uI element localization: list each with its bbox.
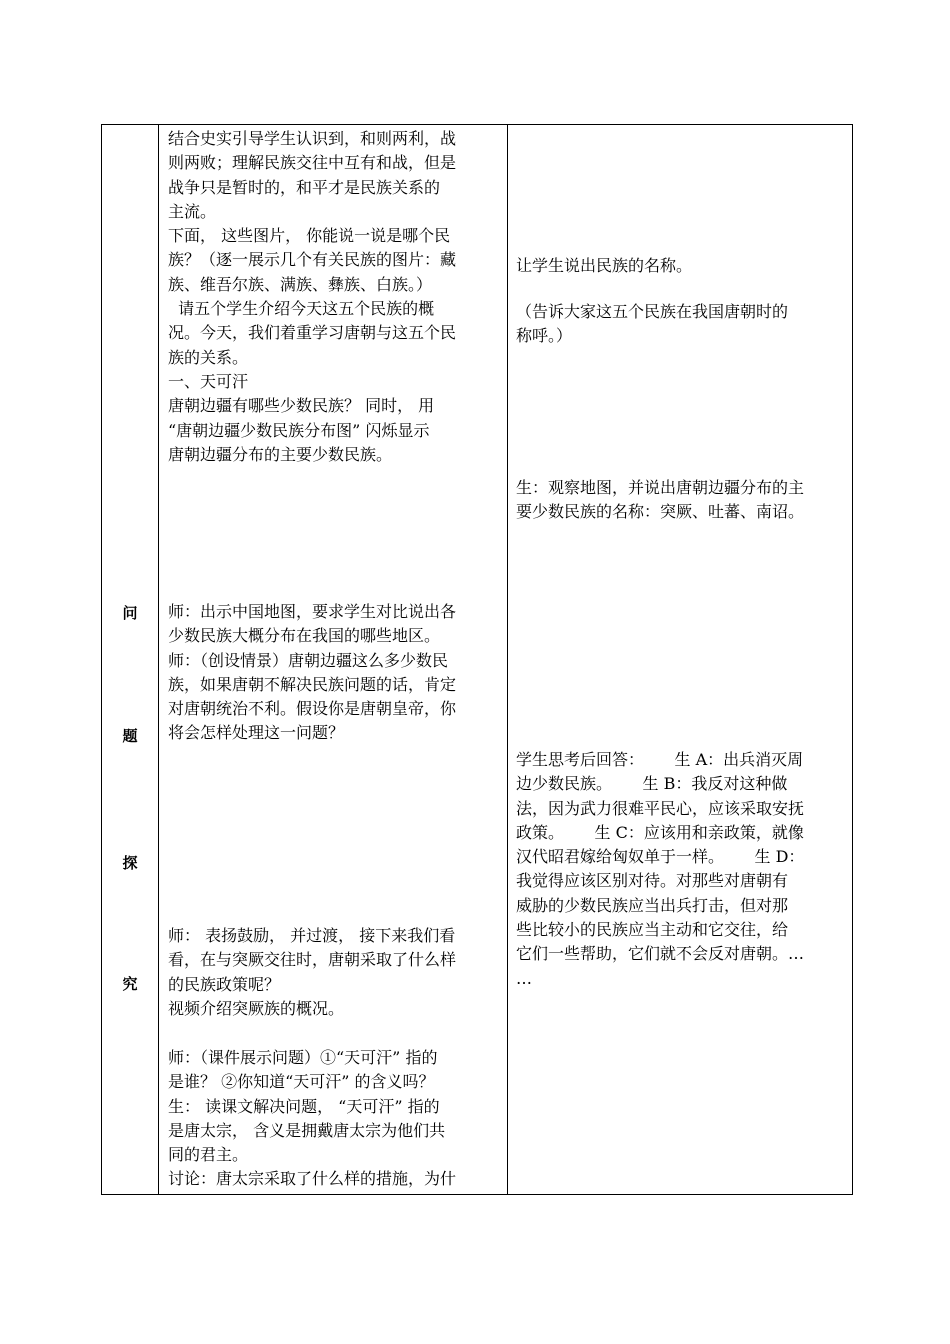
text-line: 生： 读课文解决问题， “天可汗” 指的 bbox=[168, 1096, 440, 1116]
text-line: 族，如果唐朝不解决民族问题的话，肯定 bbox=[168, 674, 457, 694]
text-line: 师：（课件展示问题）①“天可汗” 指的 bbox=[168, 1048, 438, 1067]
text-line: “唐朝边疆少数民族分布图” 闪烁显示 bbox=[168, 420, 430, 440]
teacher-activity-block-1 bbox=[168, 127, 502, 467]
column-divider bbox=[507, 125, 508, 1194]
text-line: （告诉大家这五个民族在我国唐朝时的 bbox=[516, 302, 789, 321]
text-line: 生：观察地图，并说出唐朝边疆分布的主 bbox=[516, 478, 805, 497]
lesson-table bbox=[101, 124, 853, 1195]
teacher-activity-block-4 bbox=[168, 1046, 502, 1192]
text-line: 边少数民族。 生 B：我反对这种做 bbox=[516, 774, 788, 794]
text-line: 则两败；理解民族交往中互有和战，但是 bbox=[168, 153, 457, 173]
text-line: 是唐太宗， 含义是拥戴唐太宗为他们共 bbox=[168, 1120, 446, 1140]
text-line: 下面， 这些图片， 你能说一说是哪个民 bbox=[168, 226, 451, 246]
text-line: 我觉得应该区别对待。对那些对唐朝有 bbox=[516, 871, 789, 891]
text-line: 它们一些帮助，它们就不会反对唐朝。… bbox=[516, 944, 805, 964]
text-line: 战争只是暂时的，和平才是民族关系的 bbox=[168, 177, 441, 197]
student-activity-block-4 bbox=[516, 748, 846, 991]
student-activity-block-1 bbox=[516, 254, 846, 278]
text-line: 讨论：唐太宗采取了什么样的措施，为什 bbox=[168, 1169, 457, 1189]
text-line: 况。今天，我们着重学习唐朝与这五个民 bbox=[168, 323, 457, 343]
text-line: 要少数民族的名称：突厥、吐蕃、南诏。 bbox=[516, 502, 805, 522]
text-line: 同的君主。 bbox=[168, 1145, 249, 1165]
text-line: 学生思考后回答： 生 A：出兵消灭周 bbox=[516, 750, 804, 769]
text-line: 师：出示中国地图，要求学生对比说出各 bbox=[168, 602, 457, 621]
text-line: 些比较小的民族应当主动和它交往，给 bbox=[516, 920, 789, 940]
text-line: 政策。 生 C：应该用和亲政策，就像 bbox=[516, 822, 804, 842]
side-label-char: 问 bbox=[122, 604, 138, 622]
text-line: 结合史实引导学生认识到，和则两利，战 bbox=[168, 129, 457, 148]
student-activity-block-2 bbox=[516, 300, 846, 349]
teacher-activity-block-2 bbox=[168, 600, 502, 746]
text-line: 看，在与突厥交往时，唐朝采取了什么样 bbox=[168, 950, 457, 970]
text-line: 唐朝边疆分布的主要少数民族。 bbox=[168, 444, 393, 464]
text-line: 称呼。） bbox=[516, 326, 573, 346]
text-line: 法，因为武力很难平民心，应该采取安抚 bbox=[516, 798, 805, 818]
teacher-activity-block-3 bbox=[168, 924, 502, 1021]
text-line: … bbox=[516, 968, 532, 988]
student-activity-block-3 bbox=[516, 476, 846, 525]
text-line: 让学生说出民族的名称。 bbox=[516, 256, 693, 275]
text-line: 对唐朝统治不利。假设你是唐朝皇帝，你 bbox=[168, 699, 457, 719]
text-line: 族的关系。 bbox=[168, 347, 249, 367]
text-line: 的民族政策呢？ bbox=[168, 974, 281, 994]
text-line: 族？（逐一展示几个有关民族的图片：藏 bbox=[168, 250, 457, 270]
text-line: 请五个学生介绍今天这五个民族的概 bbox=[168, 299, 435, 319]
text-line: 汉代昭君嫁给匈奴单于一样。 生 D： bbox=[516, 847, 805, 867]
text-line: 视频介绍突厥族的概况。 bbox=[168, 998, 345, 1018]
text-line: 是谁？ ②你知道“天可汗” 的含义吗？ bbox=[168, 1072, 435, 1092]
column-divider bbox=[158, 125, 159, 1194]
text-line: 族、维吾尔族、满族、彝族、白族。） bbox=[168, 274, 433, 294]
side-label-char: 究 bbox=[122, 975, 138, 993]
text-line: 唐朝边疆有哪些少数民族？ 同时， 用 bbox=[168, 396, 435, 416]
text-line: 一、天可汗 bbox=[168, 371, 249, 391]
text-line: 师： 表扬鼓励， 并过渡， 接下来我们看 bbox=[168, 926, 456, 945]
text-line: 主流。 bbox=[168, 201, 217, 221]
text-line: 将会怎样处理这一问题？ bbox=[168, 723, 345, 743]
side-label-char: 探 bbox=[122, 854, 138, 872]
text-line: 少数民族大概分布在我国的哪些地区。 bbox=[168, 626, 441, 646]
text-line: 师：（创设情景）唐朝边疆这么多少数民 bbox=[168, 650, 449, 670]
text-line: 威胁的少数民族应当出兵打击，但对那 bbox=[516, 895, 789, 915]
side-label-char: 题 bbox=[122, 727, 138, 745]
